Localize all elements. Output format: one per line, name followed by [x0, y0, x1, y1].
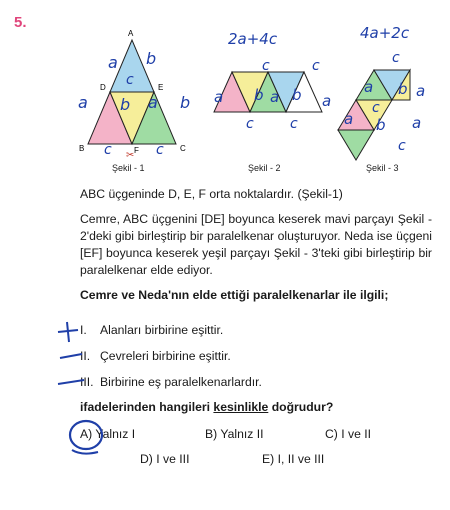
hand-a: a	[364, 78, 374, 96]
hand-a: a	[148, 93, 158, 112]
vertex-B: B	[79, 144, 85, 153]
statement-num: III.	[80, 375, 94, 389]
scissors-icon: ✂	[126, 150, 135, 161]
hand-a: a	[344, 110, 354, 128]
figure-2	[214, 72, 322, 112]
emphasis: kesinlikle	[213, 400, 269, 414]
note-fig2: 2a+4c	[228, 30, 278, 48]
hand-b: b	[180, 93, 191, 112]
caption-fig1: Şekil - 1	[112, 163, 145, 173]
statement-num: II.	[80, 349, 91, 363]
hand-a: a	[270, 88, 280, 106]
fig3-green-bottom	[338, 130, 374, 160]
hand-c: c	[126, 72, 134, 88]
paragraph-1: ABC üçgeninde D, E, F orta noktalardır. (Şekil-1)	[80, 187, 343, 201]
hand-a: a	[78, 93, 88, 112]
vertex-C: C	[180, 144, 186, 153]
option-e[interactable]: E) I, II ve III	[262, 452, 325, 466]
hand-b: b	[146, 49, 157, 68]
statement-1	[80, 323, 223, 337]
hand-c: c	[312, 58, 320, 74]
statement-text: Alanları birbirine eşittir.	[100, 323, 224, 337]
option-c[interactable]: C) I ve II	[325, 427, 372, 441]
hand-c: c	[246, 116, 254, 132]
hand-c: c	[372, 100, 380, 116]
paragraph-2: Cemre, ABC üçgenini [DE] boyunca keserek mavi parçayı Şekil - 2'deki gibi birleştirip bir paralelkenar oluşturuyor. Neda ise üçgeni [EF] boyunca keserek yeşil parçayı Şekil - 3'teki gibi birleştirip bir paralelkenar elde ediyor.	[80, 212, 432, 277]
hand-b: b	[376, 116, 386, 134]
hand-c: c	[104, 142, 112, 158]
hand-c: c	[392, 50, 400, 66]
option-b[interactable]: B) Yalnız II	[205, 427, 264, 441]
plus-mark	[67, 322, 69, 342]
hand-b: b	[254, 86, 264, 104]
hand-b: b	[292, 86, 302, 104]
statement-3	[80, 375, 262, 389]
hand-c: c	[290, 116, 298, 132]
hand-a: a	[322, 92, 332, 110]
hand-c: c	[262, 58, 270, 74]
question-number: 5.	[14, 14, 27, 31]
hand-a: a	[214, 88, 224, 106]
hand-c: c	[156, 142, 164, 158]
hand-b: b	[398, 80, 408, 98]
figure-1	[79, 29, 186, 161]
hand-c: c	[398, 138, 406, 154]
statement-num: I.	[80, 323, 87, 337]
answer-circle	[64, 414, 110, 458]
option-d[interactable]: D) I ve III	[140, 452, 190, 466]
caption-fig2: Şekil - 2	[248, 163, 281, 173]
statement-text: Çevreleri birbirine eşittir.	[100, 349, 231, 363]
statement-marks	[52, 316, 92, 396]
vertex-F: F	[134, 146, 139, 155]
statement-text: Birbirine eş paralelkenarlardır.	[100, 375, 262, 389]
hand-a: a	[108, 53, 118, 72]
note-fig3: 4a+2c	[360, 24, 410, 42]
vertex-A: A	[128, 29, 134, 38]
paragraph-3: Cemre ve Neda'nın elde ettiği paralelkenarlar ile ilgili;	[80, 288, 389, 302]
option-a[interactable]: A) Yalnız I	[80, 427, 136, 441]
figures-area	[0, 0, 450, 180]
hand-a: a	[412, 114, 422, 132]
vertex-E: E	[158, 83, 164, 92]
caption-fig3: Şekil - 3	[366, 163, 399, 173]
minus-mark	[60, 354, 82, 358]
question-prompt: ifadelerinden hangileri kesinlikle doğrudur?	[80, 400, 334, 414]
question-body	[80, 186, 432, 312]
vertex-D: D	[100, 83, 106, 92]
minus-mark	[58, 380, 84, 384]
hand-b: b	[120, 95, 131, 114]
hand-a: a	[416, 82, 426, 100]
statement-2	[80, 349, 231, 363]
